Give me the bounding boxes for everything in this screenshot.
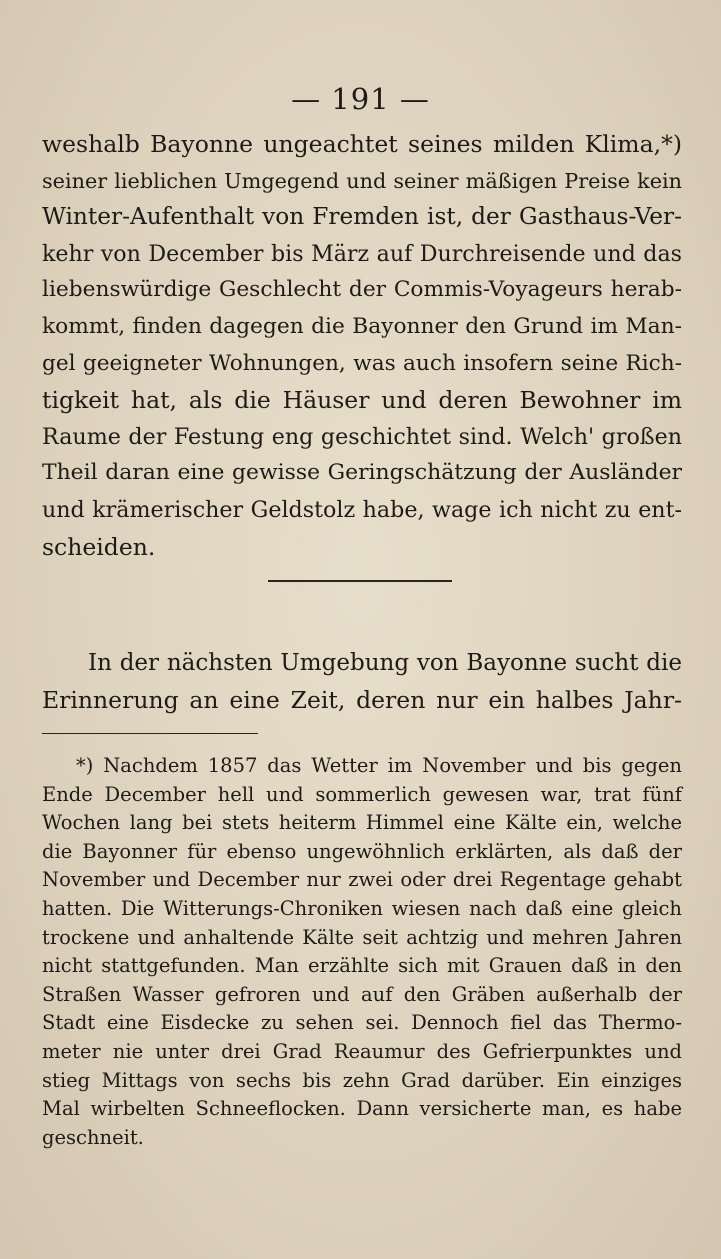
text-line: tigkeit hat, als die Häuser und deren Bewohner im (42, 386, 682, 415)
footnote-line: trockene und anhaltende Kälte seit achtzig und mehren Jahren (42, 925, 682, 949)
footnote-line: Mal wirbelten Schneeflocken. Dann versicherte man, es habe (42, 1097, 682, 1121)
text-line: In der nächsten Umgebung von Bayonne sucht die (88, 650, 682, 676)
text-line: Theil daran eine gewisse Geringschätzung der Ausländer (42, 460, 682, 486)
footnote-line: Stadt eine Eisdecke zu sehen sei. Dennoch fiel das Thermo- (42, 1011, 682, 1035)
footnote-line: November und December nur zwei oder drei Regentage gehabt (42, 868, 682, 892)
footnote-line: hatten. Die Witterungs-Chroniken wiesen nach daß eine gleich (42, 896, 682, 920)
second-paragraph (42, 645, 682, 718)
text-line: kehr von December bis März auf Durchreisende und das (42, 240, 682, 267)
footnote-line: nicht stattgefunden. Man erzählte sich mit Grauen daß in den (42, 954, 682, 978)
text-line: seiner lieblichen Umgegend und seiner mäßigen Preise kein (42, 168, 682, 193)
footnote (42, 752, 682, 1152)
text-line: scheiden. (42, 532, 156, 561)
main-paragraph (42, 126, 682, 565)
footnote-line: stieg Mittags von sechs bis zehn Grad darüber. Ein einziges (42, 1068, 682, 1092)
text-line: gel geeigneter Wohnungen, was auch insofern seine Rich- (42, 350, 682, 376)
text-line: kommt, finden dagegen die Bayonner den Grund im Man- (42, 313, 682, 339)
footnote-line: *) Nachdem 1857 das Wetter im November und bis gegen (76, 754, 682, 777)
text-line: liebenswürdige Geschlecht der Commis-Voyageurs herab- (42, 277, 682, 303)
footnote-line: Straßen Wasser gefroren und auf den Gräben außerhalb der (42, 982, 682, 1006)
footnote-line: geschneit. (42, 1125, 144, 1149)
footnote-line: Ende December hell und sommerlich gewesen war, trat fünf (42, 782, 682, 806)
footnote-divider (42, 733, 258, 734)
text-line: Erinnerung an eine Zeit, deren nur ein halbes Jahr- (42, 685, 682, 714)
section-divider (268, 580, 452, 582)
text-line: und krämerischer Geldstolz habe, wage ich nicht zu ent- (42, 496, 682, 523)
text-line: Raume der Festung eng geschichtet sind. Welch' großen (42, 423, 682, 450)
page-number: — 191 — (291, 82, 430, 116)
footnote-line: meter nie unter drei Grad Reaumur des Gefrierpunktes und (42, 1039, 682, 1063)
footnote-line: Wochen lang bei stets heiterm Himmel eine Kälte ein, welche (42, 811, 682, 835)
text-line: Winter-Aufenthalt von Fremden ist, der Gasthaus-Ver- (42, 203, 682, 231)
text-line: weshalb Bayonne ungeachtet seines milden Klima,*) (42, 130, 682, 158)
footnote-line: die Bayonner für ebenso ungewöhnlich erklärten, als daß der (42, 839, 682, 863)
